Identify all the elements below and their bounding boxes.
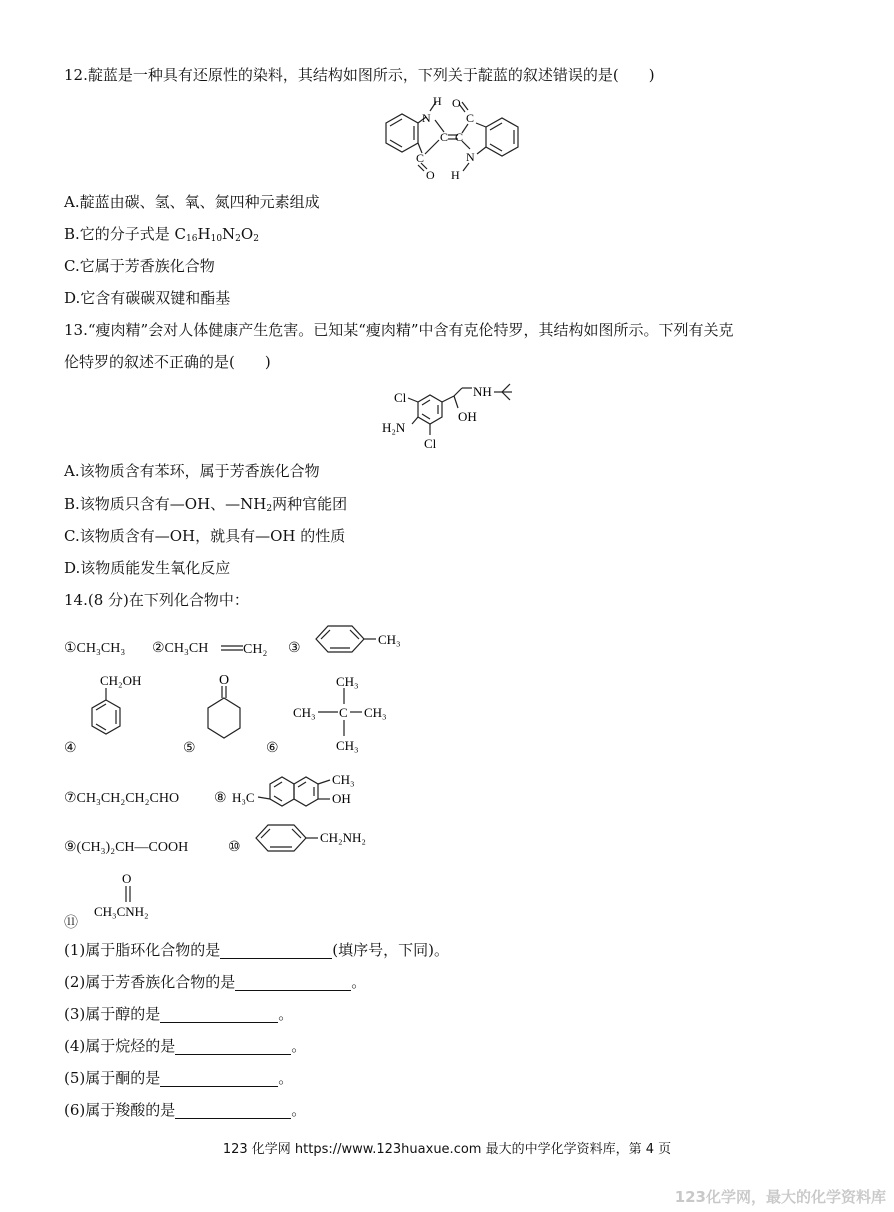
q14-question-3: (3)属于醇的是 。 (64, 1005, 294, 1023)
acetamide-structure (90, 868, 180, 922)
naphthol-ch3: CH₃ (332, 772, 355, 787)
compound-3-number: ③ (288, 641, 301, 656)
indigo-n-label: N (466, 150, 475, 164)
compound-2-part1: ②CH₃CH (152, 641, 209, 656)
q13-option-b: B.该物质只含有—OH、$—NH_2$两种官能团 (64, 495, 348, 514)
indigo-c-label: C (455, 130, 464, 144)
compound-6-number: ⑥ (266, 741, 279, 756)
answer-blank-4[interactable] (175, 1038, 291, 1055)
compound-11-number: ⑪ (64, 916, 78, 931)
q12-stem: 12.靛蓝是一种具有还原性的染料，其结构如图所示，下列关于靛蓝的叙述错误的是( ) (64, 66, 655, 84)
benzyl-alcohol-label: CH₂OH (100, 673, 142, 688)
q13-stem-line1: 13.“瘦肉精”会对人体健康产生危害。已知某“瘦肉精”中含有克伦特罗，其结构如图所示。下列有关克 (64, 321, 734, 339)
double-bond-icon (221, 644, 243, 652)
cyclohexanone-o: O (219, 673, 230, 688)
q14-question-1: (1)属于脂环化合物的是 (填序号，下同)。 (64, 941, 449, 959)
neopentane-center: C (339, 705, 348, 720)
clenbuterol-cl-bottom: Cl (424, 436, 437, 451)
answer-blank-5[interactable] (160, 1070, 278, 1087)
page-footer: 123 化学网 https://www.123huaxue.com 最大的中学化学资料库，第 4 页 (222, 1142, 672, 1157)
benzylamine-structure (248, 820, 388, 860)
indigo-o-label: O (426, 168, 435, 182)
naphthol-h3c: H₃C (232, 790, 255, 805)
q12-option-a: A.靛蓝由碳、氢、氧、氮四种元素组成 (64, 193, 320, 211)
q12-option-c: C.它属于芳香族化合物 (64, 257, 215, 275)
clenbuterol-nh: NH (473, 384, 492, 399)
clenbuterol-cl-top: Cl (394, 390, 407, 405)
benzyl-alcohol-structure (84, 670, 164, 756)
naphthol-structure (230, 768, 370, 818)
neopentane-right: CH₃ (364, 705, 387, 720)
compound-10-number: ⑩ (228, 840, 241, 855)
answer-blank-6[interactable] (175, 1102, 291, 1119)
benzylamine-label: CH₂NH₂ (320, 830, 366, 845)
clenbuterol-h2n: H₂N (382, 420, 406, 435)
compound-7: ⑦CH₃CH₂CH₂CHO (64, 791, 180, 806)
clenbuterol-structure (378, 380, 518, 455)
naphthol-oh: OH (332, 791, 351, 806)
toluene-structure (308, 620, 418, 660)
compound-1: ①CH₃CH₃ (64, 641, 126, 656)
q13-option-a: A.该物质含有苯环，属于芳香族化合物 (64, 462, 320, 480)
q14-stem: 14.(8 分)在下列化合物中： (64, 591, 249, 609)
q13-option-c: C.该物质含有—OH，就具有—OH 的性质 (64, 527, 346, 545)
acetamide-o: O (122, 871, 132, 886)
watermark: 123化学网，最大的化学资料库 (674, 1188, 886, 1206)
q14-question-4: (4)属于烷烃的是 。 (64, 1037, 307, 1055)
q13-option-d: D.该物质能发生氧化反应 (64, 559, 231, 577)
compound-5-number: ⑤ (183, 741, 196, 756)
answer-blank-3[interactable] (160, 1006, 278, 1023)
toluene-ch3: CH₃ (378, 632, 401, 647)
indigo-c-label: C (440, 130, 449, 144)
neopentane-structure (290, 670, 400, 756)
indigo-c-label: C (416, 151, 425, 165)
indigo-h-label: H (451, 168, 460, 182)
q12-option-b: B.它的分子式是 $C_{16}H_{10}N_2O_2$ (64, 225, 259, 244)
q12-option-d: D.它含有碳碳双键和酯基 (64, 289, 231, 307)
answer-blank-1[interactable] (220, 942, 332, 959)
q14-question-5: (5)属于酮的是 。 (64, 1069, 294, 1087)
cyclohexanone-structure (198, 670, 258, 756)
q13-stem-line2: 伦特罗的叙述不正确的是( ) (64, 353, 271, 371)
compound-8-number: ⑧ (214, 791, 227, 806)
indigo-c-label: C (466, 111, 475, 125)
neopentane-bottom: CH₃ (336, 738, 359, 753)
q14-question-2: (2)属于芳香族化合物的是 。 (64, 973, 367, 991)
neopentane-top: CH₃ (336, 674, 359, 689)
acetamide-formula: CH₃CNH₂ (94, 904, 149, 919)
q14-question-6: (6)属于羧酸的是 。 (64, 1101, 307, 1119)
compound-9: ⑨(CH₃)₂CH—COOH (64, 840, 189, 855)
compound-4-number: ④ (64, 741, 77, 756)
compound-2-part2: CH₂ (243, 642, 268, 657)
answer-blank-2[interactable] (235, 974, 351, 991)
neopentane-left: CH₃ (293, 705, 316, 720)
indigo-structure (372, 93, 522, 185)
indigo-n-label: N (422, 111, 431, 125)
clenbuterol-oh: OH (458, 409, 477, 424)
indigo-o-label: O (452, 96, 461, 110)
indigo-h-label: H (433, 94, 442, 108)
